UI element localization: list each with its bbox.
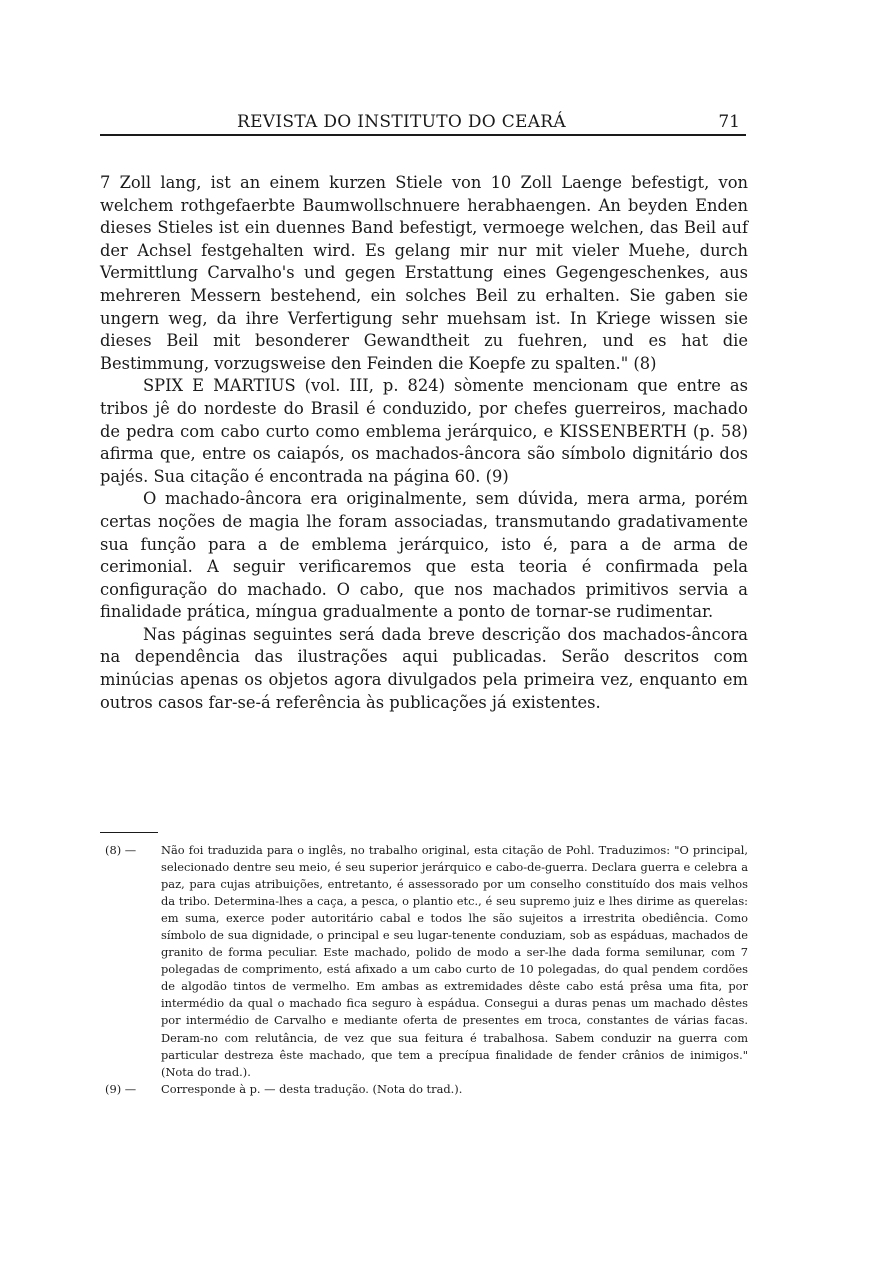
main-text — [100, 172, 748, 714]
footnote-marker: (8) — — [105, 843, 137, 857]
footnote-text: Não foi traduzida para o inglês, no trabalho original, esta citação de Pohl. Traduzimos: "O principal, selecionado dentre seu meio, é seu superior jerárquico e cabo-de-guerra. Declara guerra e celebra a paz, para cujas atribuições, entretanto, é assessorado por um conselho constituído dos mais velhos da tribo. Determina-lhes a caça, a pesca, o plantio etc., é seu supremo juiz e lhes dirime as querelas: em suma, exerce poder autoritário cabal e todos lhe são sujeitos a irrestrita obediência. Como símbolo de sua dignidade, o principal e seu lugar-tenente conduziam, sob as espáduas, machados de granito de forma peculiar. Este machado, polido de modo a ser-lhe dada forma semilunar, com 7 polegadas de comprimento, está afixado a um cabo curto de 10 polegadas, do qual pendem cordões de algodão tintos de vermelho. Em ambas as extremidades dêste cabo está prêsa uma fita, por intermédio da qual o machado fica seguro à espádua. Consegui a duras penas um machado dêstes por intermédio de Carvalho e mediante oferta de presentes em troca, constantes de várias facas. Deram-no com relutância, de vez que sua feitura é trabalhosa. Sabem conduzir na guerra com particular destreza êste machado, que tem a precípua finalidade de fender crânios de inimigos." (Nota do trad.). — [161, 843, 748, 1079]
paragraph-quote-continuation: 7 Zoll lang, ist an einem kurzen Stiele von 10 Zoll Laenge befestigt, von welchem rothgefaerbte Baumwollschnuere herabhaengen. An beyden Enden dieses Stieles ist ein duennes Band befestigt, vermoege welchen, das Beil auf der Achsel festgehalten wird. Es gelang mir nur mit vieler Muehe, durch Vermittlung Carvalho's und gegen Erstattung eines Gegengeschenkes, aus mehreren Messern bestehend, ein solches Beil zu erhalten. Sie gaben sie ungern weg, da ihre Verfertigung sehr muehsam ist. In Kriege wissen sie dieses Beil mit besonderer Gewandtheit zu fuehren, und es hat die Bestimmung, vorzugsweise den Feinden die Koepfe zu spalten." (8) — [100, 173, 748, 373]
paragraph-spix-martius: SPIX E MARTIUS (vol. III, p. 824) sòmente mencionam que entre as tribos jê do nordeste do Brasil é conduzido, por chefes guerreiros, machado de pedra com cabo curto como emblema jerárquico, e KISSENBERTH (p. 58) afirma que, entre os caiapós, os machados-âncora são símbolo dignitário dos pajés. Sua citação é encontrada na página 60. (9) — [100, 376, 748, 486]
paragraph-following-pages: Nas páginas seguintes será dada breve descrição dos machados-âncora na dependência das ilustrações aqui publicadas. Serão descritos com minúcias apenas os objetos agora divulgados pela primeira vez, enquanto em outros casos far-se-á referência às publicações já existentes. — [100, 624, 748, 712]
footnote-marker: (9) — — [105, 1081, 137, 1096]
page-number: 71 — [718, 112, 740, 132]
journal-title: REVISTA DO INSTITUTO DO CEARÁ — [237, 112, 566, 132]
footnote-9 — [105, 1081, 748, 1098]
footnote-8 — [105, 842, 748, 1081]
paragraph-axe-origin: O machado-âncora era originalmente, sem dúvida, mera arma, porém certas noções de magia lhe foram associadas, transmutando gradativamente sua função para a de emblema jerárquico, isto é, para a de arma de cerimonial. A seguir verificaremos que esta teoria é confirmada pela configuração do machado. O cabo, que nos machados primitivos servia a finalidade prática, míngua gradualmente a ponto de tornar-se rudimentar. — [100, 489, 748, 622]
footnotes — [105, 842, 748, 1098]
footnote-text: Corresponde à p. — desta tradução. (Nota do trad.). — [161, 1081, 463, 1096]
running-header — [100, 108, 746, 136]
footnote-divider — [100, 832, 158, 833]
